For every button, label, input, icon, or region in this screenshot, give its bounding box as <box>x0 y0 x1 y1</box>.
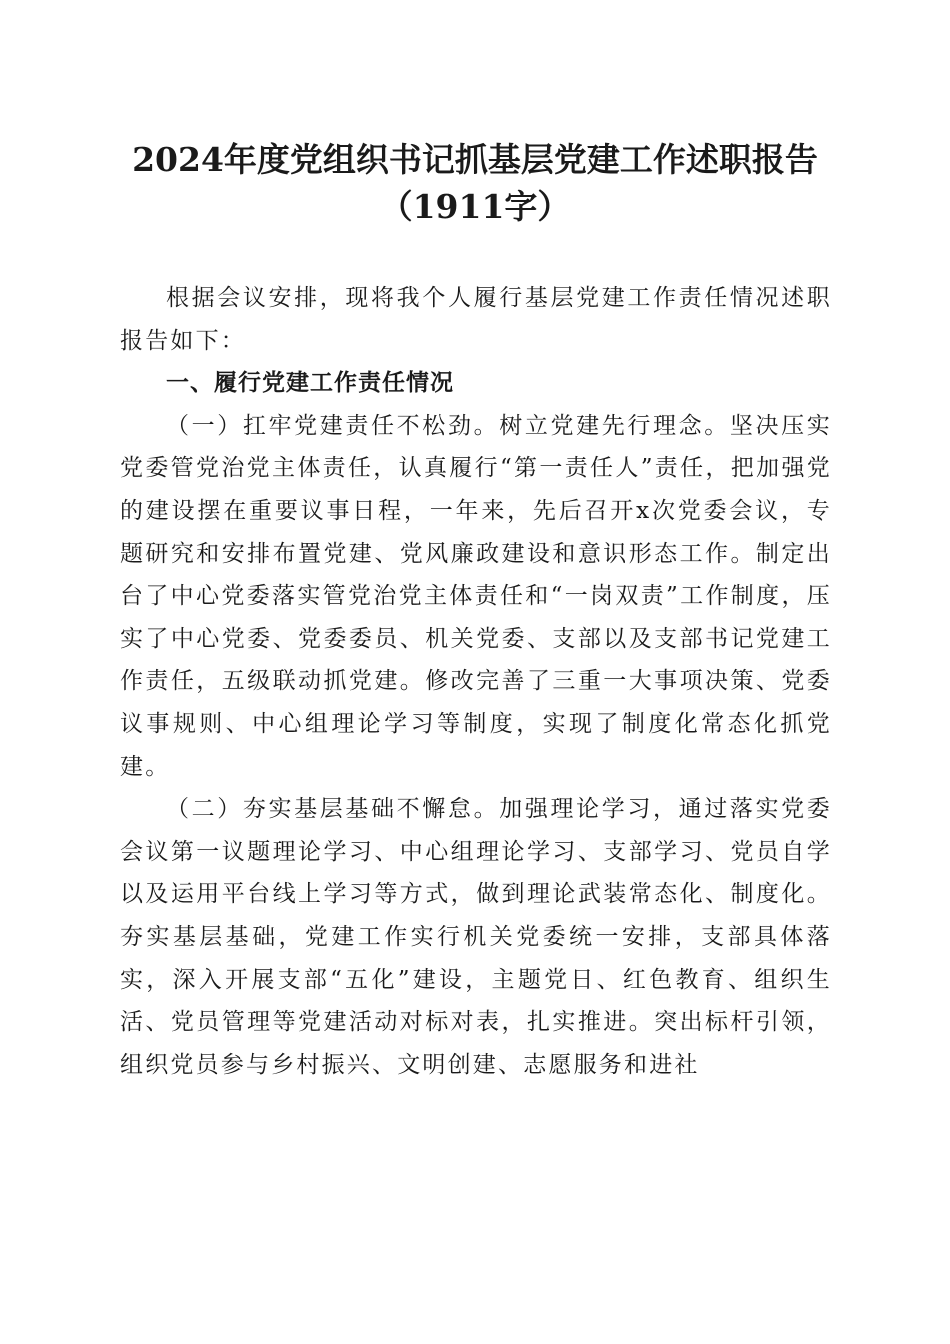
paragraph-2-lead: （二）夯实基层基础不懈怠。 <box>166 796 500 823</box>
document-title: 2024年度党组织书记抓基层党建工作述职报告（1911字） <box>132 140 818 226</box>
paragraph-1-lead: （一）扛牢党建责任不松劲。 <box>166 412 500 439</box>
section-heading: 一、履行党建工作责任情况 <box>166 370 454 397</box>
paragraph-2-text: 加强理论学习，通过落实党委会议第一议题理论学习、中心组理论学习、支部学习、党员自学以及运用平台线上学习等方式，做到理论武装常态化、制度化。夯实基层基础，党建工作实行机关党委统一安排，支部具体落实，深入开展支部“五化”建设，主题党日、红色教育、组织生活、党员管理等党建活动对标对表，扎实推进。突出标杆引领，组织党员参与乡村振兴、文明创建、志愿服务和进社 <box>120 796 832 1078</box>
paragraph-2 <box>120 788 832 1086</box>
document-body <box>120 277 832 1086</box>
paragraph-1 <box>120 405 832 788</box>
intro-paragraph: 根据会议安排，现将我个人履行基层党建工作责任情况述职报告如下： <box>120 285 832 354</box>
paragraph-1-text: 树立党建先行理念。坚决压实党委管党治党主体责任，认真履行“第一责任人”责任，把加强党的建设摆在重要议事日程，一年来，先后召开x次党委会议，专题研究和安排布置党建、党风廉政建设和意识形态工作。制定出台了中心党委落实管党治党主体责任和“一岗双责”工作制度，压实了中心党委、党委委员、机关党委、支部以及支部书记党建工作责任，五级联动抓党建。修改完善了三重一大事项决策、党委议事规则、中心组理论学习等制度，实现了制度化常态化抓党建。 <box>120 412 832 780</box>
